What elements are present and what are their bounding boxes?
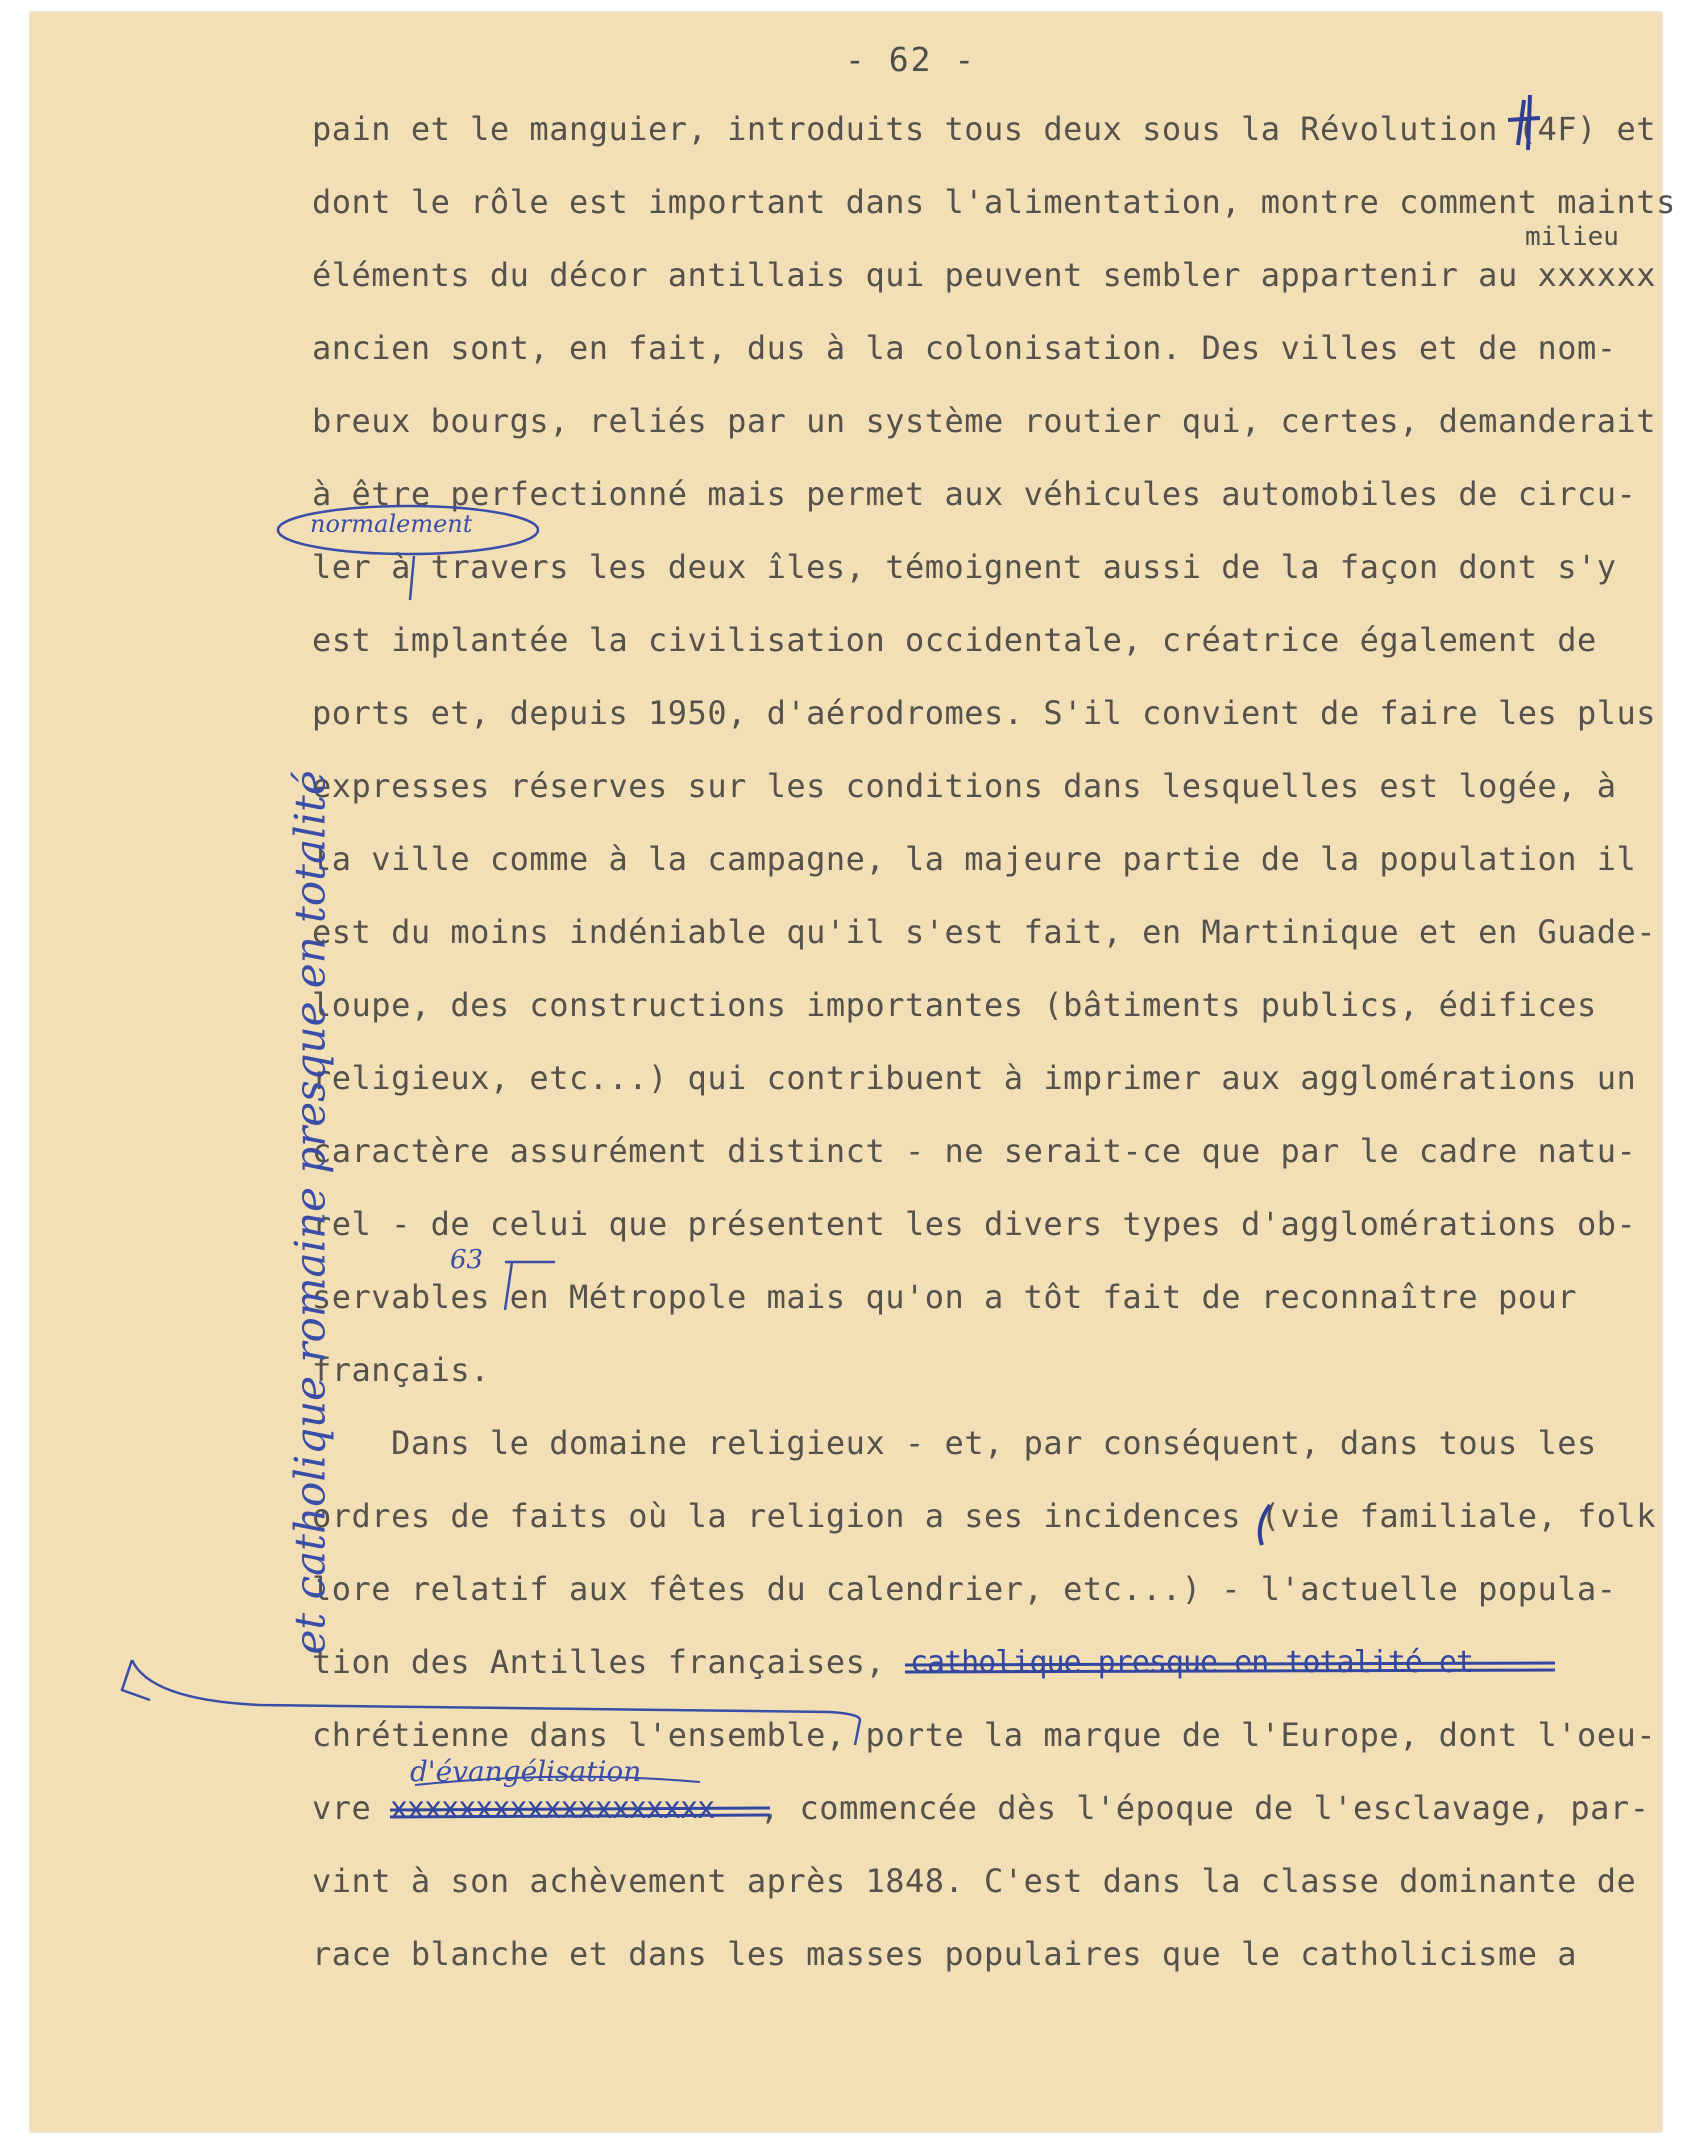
margin-note: et catholique romaine presque en totalité <box>285 770 335 1655</box>
body-line-18: français. <box>312 1351 490 1389</box>
body-line-20: ordres de faits où la religion a ses incidences (vie familiale, folk <box>312 1497 1657 1535</box>
body-line-2: dont le rôle est important dans l'alimentation, montre comment maints <box>312 183 1676 221</box>
body-line-8: est implantée la civilisation occidentale, créatrice également de <box>312 621 1597 659</box>
struck-text-2: xxxxxxxxxxxxxxxxxxx <box>390 1791 715 1826</box>
insert-normalement: normalement <box>310 510 473 538</box>
insert-evangelisation: d'évangélisation <box>410 1755 642 1788</box>
body-line-14: religieux, etc...) qui contribuent à imprimer aux agglomérations un <box>312 1059 1637 1097</box>
body-line-24a: vre <box>312 1789 372 1827</box>
body-line-5: breux bourgs, reliés par un système routier qui, certes, demanderait <box>312 402 1657 440</box>
body-line-15: caractère assurément distinct - ne serait-ce que par le cadre natu- <box>312 1132 1637 1170</box>
body-line-19: Dans le domaine religieux - et, par conséquent, dans tous les <box>312 1424 1597 1462</box>
body-line-4: ancien sont, en fait, dus à la colonisation. Des villes et de nom- <box>312 329 1617 367</box>
body-line-9: ports et, depuis 1950, d'aérodromes. S'il convient de faire les plus <box>312 694 1657 732</box>
struck-text-1: catholique presque en totalité et <box>910 1645 1474 1680</box>
body-line-3: éléments du décor antillais qui peuvent sembler appartenir au xxxxxx <box>312 256 1657 294</box>
note-63: 63 <box>450 1245 484 1275</box>
body-line-23: chrétienne dans l'ensemble, porte la marque de l'Europe, dont l'oeu- <box>312 1716 1657 1754</box>
body-line-1: pain et le manguier, introduits tous deux sous la Révolution (4F) et <box>312 110 1657 148</box>
body-line-16: rel - de celui que présentent les divers types d'agglomérations ob- <box>312 1205 1637 1243</box>
body-line-26: race blanche et dans les masses populaires que le catholicisme a <box>312 1935 1577 1973</box>
body-line-11: la ville comme à la campagne, la majeure partie de la population il <box>312 840 1637 878</box>
body-line-24b: , commencée dès l'époque de l'esclavage, par- <box>760 1789 1650 1827</box>
page-number: - 62 - <box>845 40 977 79</box>
body-line-12: est du moins indéniable qu'il s'est fait, en Martinique et en Guade- <box>312 913 1657 951</box>
body-line-17: servables en Métropole mais qu'on a tôt fait de reconnaître pour <box>312 1278 1577 1316</box>
body-line-13: loupe, des constructions importantes (bâtiments publics, édifices <box>312 986 1597 1024</box>
insert-milieu: milieu <box>1525 222 1619 252</box>
body-line-21: lore relatif aux fêtes du calendrier, etc...) - l'actuelle popula- <box>312 1570 1617 1608</box>
body-line-22: tion des Antilles françaises, <box>312 1643 886 1681</box>
body-line-7: ler à travers les deux îles, témoignent aussi de la façon dont s'y <box>312 548 1617 586</box>
body-line-6: à être perfectionné mais permet aux véhicules automobiles de circu- <box>312 475 1637 513</box>
body-line-25: vint à son achèvement après 1848. C'est dans la classe dominante de <box>312 1862 1637 1900</box>
body-line-10: expresses réserves sur les conditions dans lesquelles est logée, à <box>312 767 1617 805</box>
